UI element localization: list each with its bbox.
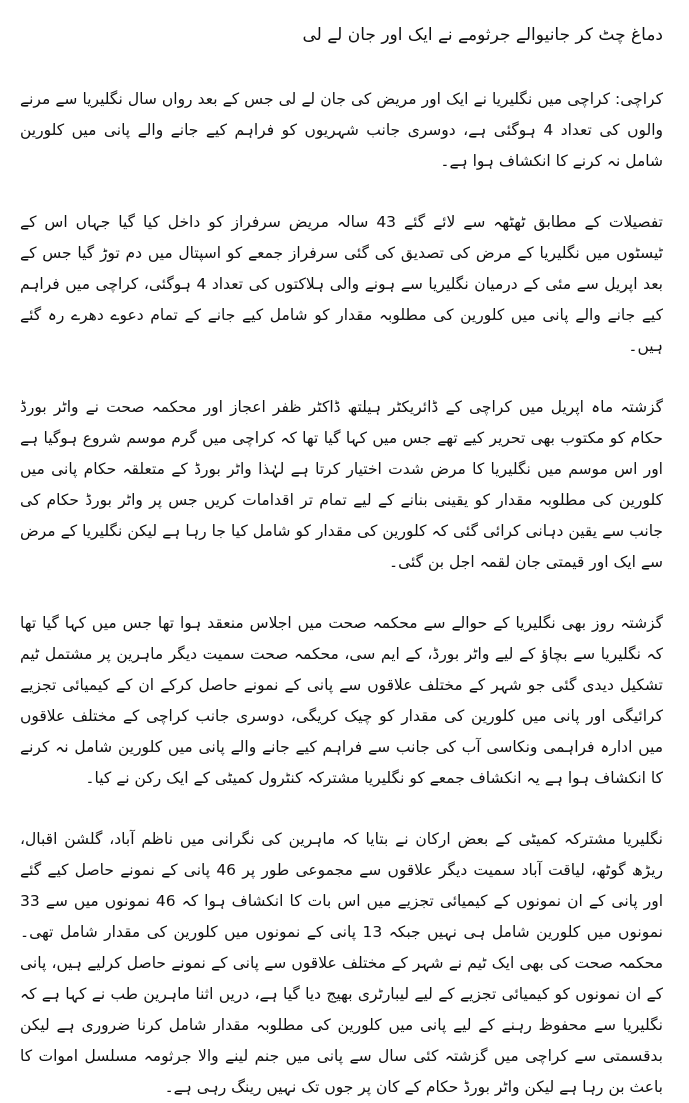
article-paragraph-2: تفصیلات کے مطابق ٹھٹھہ سے لائے گئے 43 سالہ مریض سرفراز کو داخل کیا گیا جہاں اس کے ٹیسٹوں میں نگلیریا کے مرض کی تصدیق کی گئی سرفراز جمعے کو اسپتال میں دم توڑ گیا جس کے بعد اپریل سے مئی کے درمیان نگلیریا سے ہونے والی ہلاکتوں کی تعداد 4 ہوگئی، کراچی میں فراہم کیے جانے والے پانی میں کلورین کی مطلوبہ مقدار کو شامل کیے جانے کے تمام دعوے دھرے رہ گئے ہیں۔ [20,213,663,355]
article-title: دماغ چٹ کر جانیوالے جرثومے نے ایک اور جان لے لی [302,25,663,45]
article-paragraph-1: کراچی: کراچی میں نگلیریا نے ایک اور مریض کی جان لے لی جس کے بعد رواں سال نگلیریا سے مرنے والوں کی تعداد 4 ہوگئی ہے، دوسری جانب شہریوں کو فراہم کیے جانے والے پانی میں کلورین شامل نہ کرنے کا انکشاف ہوا ہے۔ [20,90,663,170]
article-paragraph-5: نگلیریا مشترکہ کمیٹی کے بعض ارکان نے بتایا کہ ماہرین کی نگرانی میں ناظم آباد، گلشن اقبال، ریڑھ گوٹھ، لیاقت آباد سمیت دیگر علاقوں سے مجموعی طور پر 46 پانی کے نمونے حاصل کیے گئے اور پانی کے ان نمونوں کے کیمیائی تجزیے میں اس بات کا انکشاف ہوا کہ 46 نمونوں میں سے 33 نمونوں میں کلورین شامل ہی نہیں جبکہ 13 پانی کے نمونوں میں کلورین کی مقدار شامل تھی۔ محکمہ صحت کی بھی ایک ٹیم نے شہر کے مختلف علاقوں سے پانی کے نمونے حاصل کرلیے ہیں، پانی کے ان نمونوں کو کیمیائی تجزیے کے لیے لیبارٹری بھیج دیا گیا ہے، دریں اثنا ماہرین طب نے کہا ہے کہ نگلیریا سے محفوظ رہنے کے لیے پانی میں کلورین کی مطلوبہ مقدار شامل کرنا ضروری ہے لیکن بدقسمتی سے کراچی میں گزشتہ کئی سال سے پانی میں جنم لینے والا جرثومہ مسلسل اموات کا باعث بن رہا ہے لیکن واٹر بورڈ حکام کے کان پر جوں تک نہیں رینگ رہی ہے۔ [20,830,664,1096]
article-paragraph-3: گزشتہ ماہ اپریل میں کراچی کے ڈائریکٹر ہیلتھ ڈاکٹر ظفر اعجاز اور محکمہ صحت نے واٹر بورڈ حکام کو مکتوب بھی تحریر کیے تھے جس میں کہا گیا تھا کہ کراچی میں گرم موسم شروع ہوگیا ہے اور اس موسم میں نگلیریا کا مرض شدت اختیار کرتا ہے لہٰذا واٹر بورڈ کے متعلقہ حکام پانی میں کلورین کی مطلوبہ مقدار کو یقینی بنانے کے لیے تمام تر اقدامات کریں جس پر واٹر بورڈ حکام کی جانب سے یقین دہانی کرائی گئی کہ کلورین کی مقدار کو شامل کیا جا رہا ہے لیکن نگلیریا کے مرض سے ایک اور قیمتی جان لقمہ اجل بن گئی۔ [20,398,663,571]
article-paragraph-4: گزشتہ روز بھی نگلیریا کے حوالے سے محکمہ صحت میں اجلاس منعقد ہوا تھا جس میں کہا گیا تھا کہ نگلیریا سے بچاؤ کے لیے واٹر بورڈ، کے ایم سی، محکمہ صحت سمیت دیگر ماہرین پر مشتمل ٹیم تشکیل دیدی گئی جو شہر کے مختلف علاقوں سے پانی کے نمونے حاصل کرکے ان کے کیمیائی تجزیے کرائیگی اور پانی میں کلورین کی مقدار کو چیک کریگی، دوسری جانب کراچی کے مختلف علاقوں میں ادارہ فراہمی ونکاسی آب کی جانب سے فراہم کیے جانے والے پانی میں کلورین شامل نہ کرنے کا انکشاف ہوا ہے یہ انکشاف جمعے کو نگلیریا مشترکہ کنٹرول کمیٹی کے ایک رکن نے کیا۔ [20,614,663,787]
